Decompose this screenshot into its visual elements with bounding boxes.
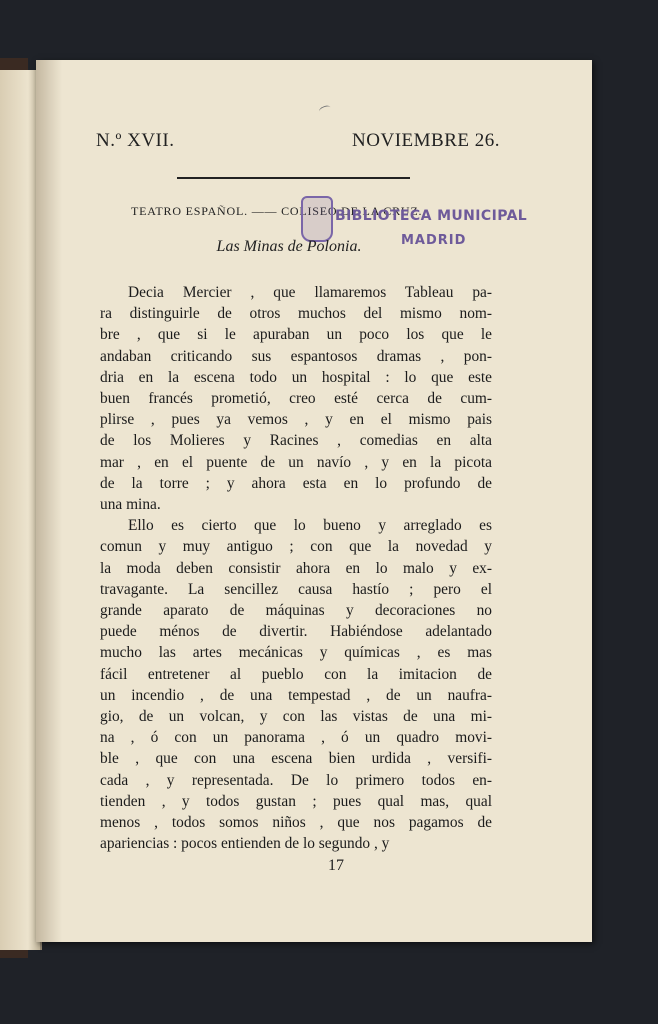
- article-body: [100, 282, 492, 854]
- text-line: una mina.: [100, 496, 161, 514]
- text-line: tienden , y todos gustan ; pues qual mas, qual: [100, 792, 492, 810]
- text-line: mar , en el puente de un navío , y en la picota: [100, 453, 492, 471]
- book-page: [36, 60, 592, 942]
- text-line: andaban criticando sus espantosos dramas , pon-: [100, 347, 492, 365]
- text-line: comun y muy antiguo ; con que la novedad y: [100, 538, 492, 556]
- page-number: 17: [328, 857, 344, 874]
- text-line: Ello es cierto que lo bueno y arreglado es: [128, 517, 492, 535]
- stamp-text-library: BIBLIOTECA MUNICIPAL: [335, 208, 528, 224]
- text-line: ra distinguirle de otros muchos del mismo nom-: [100, 305, 492, 323]
- running-header: [96, 130, 500, 152]
- text-line: dria en la escena todo un hospital : lo que este: [100, 368, 492, 386]
- text-line: bre , que si le apuraban un poco los que le: [100, 326, 492, 344]
- ink-mark: [318, 104, 332, 115]
- text-line: un incendio , de una tempestad , de un naufra-: [100, 686, 492, 704]
- text-line: puede ménos de divertir. Habiéndose adelantado: [100, 623, 492, 641]
- text-line: buen francés prometió, creo esté cerca de cum-: [100, 390, 492, 408]
- text-line: plirse , pues ya vemos , y en el mismo pais: [100, 411, 492, 429]
- text-line: de los Molieres y Racines , comedias en alta: [100, 432, 492, 450]
- text-line: fácil entretener al pueblo con la imitacion de: [100, 665, 492, 683]
- stamp-seal-icon: [301, 196, 333, 242]
- text-line: travagante. La sencillez causa hastío ; pero el: [100, 580, 492, 598]
- header-rule: [177, 177, 410, 179]
- section-heading: TEATRO ESPAÑOL. —— COLISEO DE LA CRUZ.: [131, 204, 423, 218]
- text-line: na , ó con un panorama , ó un quadro movi-: [100, 729, 492, 747]
- text-line: gio, de un volcan, y con las vistas de una mi-: [100, 708, 492, 726]
- text-line: menos , todos somos niños , que nos pagamos de: [100, 814, 492, 832]
- issue-number: N.º XVII.: [96, 130, 175, 151]
- text-line: apariencias : pocos entienden de lo segundo , y: [100, 835, 390, 853]
- text-line: de la torre ; y ahora esta en lo profundo de: [100, 474, 492, 492]
- stamp-text-city: MADRID: [401, 233, 467, 248]
- text-line: la moda deben consistir ahora en lo malo y ex-: [100, 559, 492, 577]
- play-title: Las Minas de Polonia.: [216, 238, 362, 255]
- issue-date: NOVIEMBRE 26.: [352, 130, 500, 151]
- text-line: cada , y representada. De lo primero todos en-: [100, 771, 492, 789]
- text-line: ble , que con una escena bien urdida , versifi-: [100, 750, 492, 768]
- text-line: mucho las artes mecánicas y químicas , es mas: [100, 644, 492, 662]
- text-line: grande aparato de máquinas y decoraciones no: [100, 602, 492, 620]
- text-line: Decia Mercier , que llamaremos Tableau pa-: [128, 284, 492, 301]
